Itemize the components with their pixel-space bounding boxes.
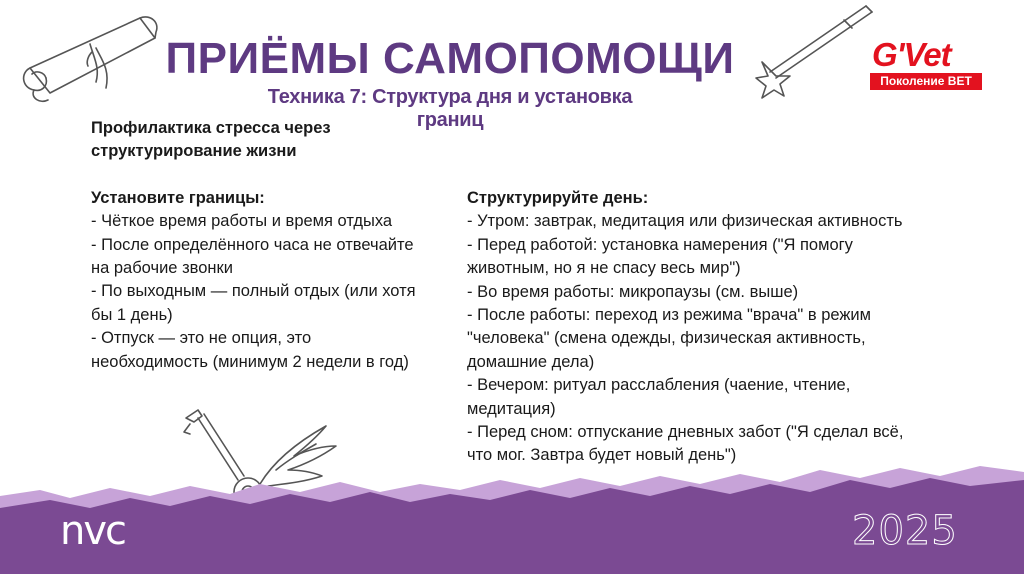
footer-year: 2025: [852, 508, 958, 554]
right-line: "человека" (смена одежды, физическая активность,: [467, 329, 866, 348]
page-subtitle: Техника 7: Структура дня и установка границ: [267, 86, 633, 131]
gvet-logo: [870, 38, 986, 94]
left-column: [91, 117, 451, 374]
left-line: - После определённого часа не отвечайте: [91, 235, 414, 254]
left-line: на рабочие звонки: [91, 259, 233, 278]
right-line: домашние дела): [467, 352, 595, 371]
right-line: - Перед сном: отпускание дневных забот ("Я сделал всё,: [467, 423, 904, 442]
left-line: - По выходным — полный отдых (или хотя: [91, 282, 416, 301]
page-title: ПРИЁМЫ САМОПОМОЩИ: [165, 34, 735, 83]
right-line: - Утром: завтрак, медитация или физическая активность: [467, 212, 903, 231]
left-line: бы 1 день): [91, 305, 173, 324]
right-line: - Вечером: ритуал расслабления (чаение, чтение,: [467, 376, 851, 395]
left-line: - Отпуск — это не опция, это: [91, 329, 312, 348]
left-heading-line-1: Профилактика стресса через: [91, 119, 331, 137]
spacer: [91, 164, 451, 187]
footer-brand: nvc: [60, 508, 126, 554]
right-column: [467, 187, 947, 468]
logo-mark: G'Vet: [872, 36, 951, 73]
left-heading-line-2: структурирование жизни: [91, 142, 297, 161]
left-line: - Чёткое время работы и время отдыха: [91, 212, 393, 231]
structure-day-heading: Структурируйте день:: [467, 189, 649, 207]
boundaries-heading: Установите границы:: [91, 188, 265, 207]
right-line: - После работы: переход из режима "врача" в режим: [467, 306, 871, 325]
right-line: - Перед работой: установка намерения ("Я помогу: [467, 235, 853, 254]
left-line: необходимость (минимум 2 недели в год): [91, 352, 409, 371]
right-line: - Во время работы: микропаузы (см. выше): [467, 282, 799, 301]
right-line: медитация): [467, 399, 556, 418]
logo-tagline: Поколение ВЕТ: [870, 73, 982, 90]
right-line: животным, но я не спасу весь мир"): [467, 259, 741, 278]
right-line: что мог. Завтра будет новый день"): [467, 446, 737, 465]
